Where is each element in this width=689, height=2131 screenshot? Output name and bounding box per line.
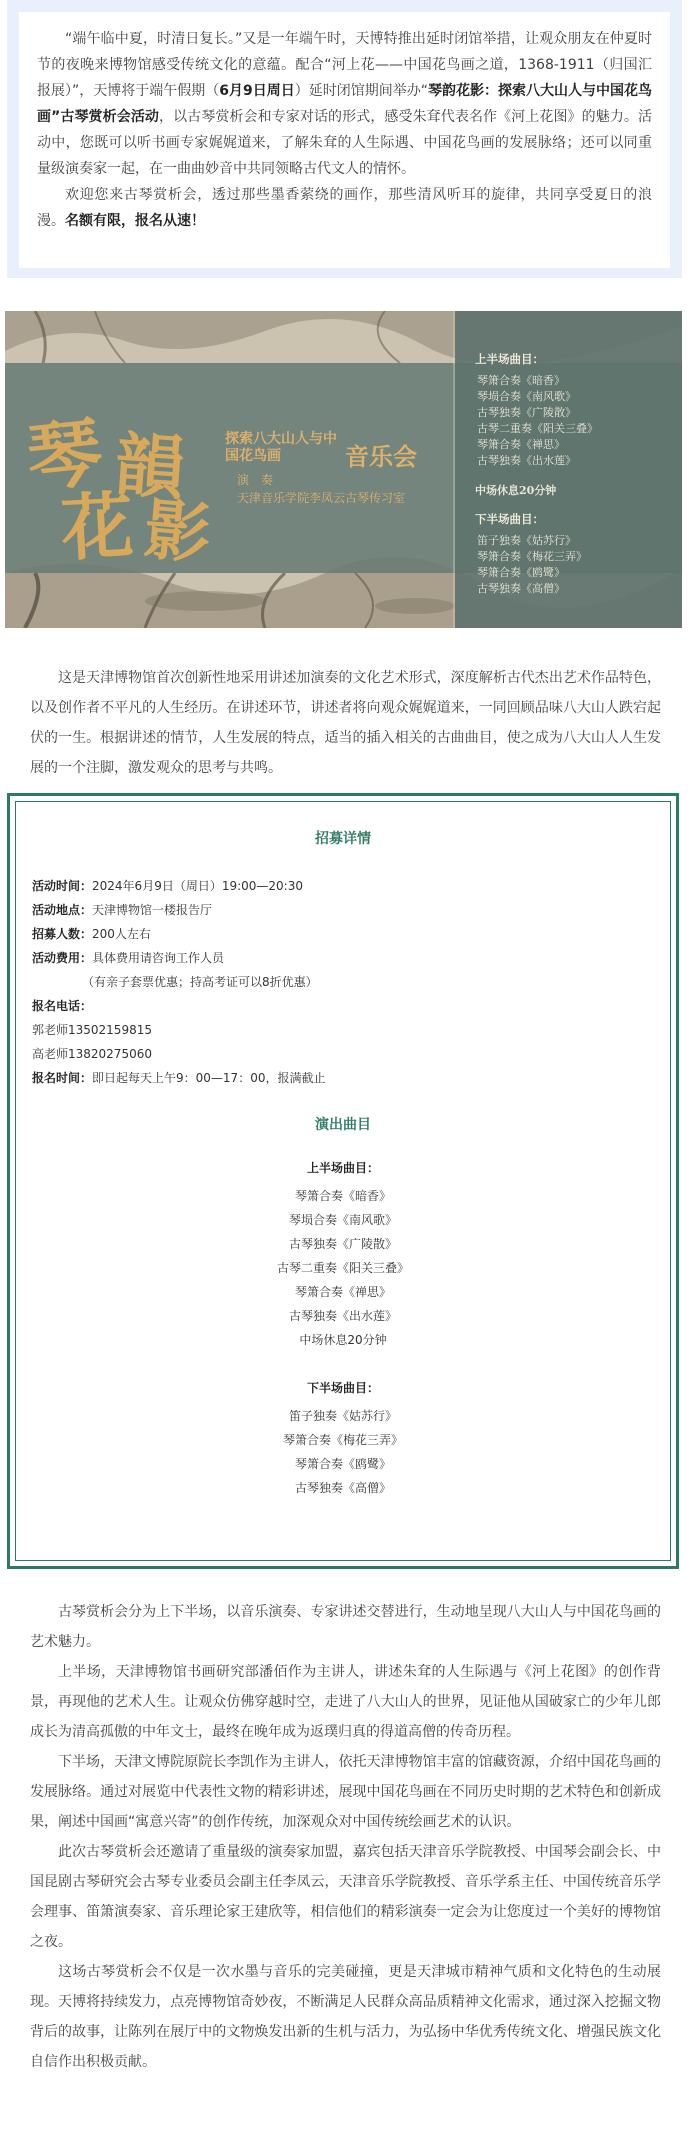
recruitment-title: 招募详情 [315, 831, 371, 847]
poster-subtitle-large: 音乐会 [345, 442, 417, 471]
calligraphy-char: 琴 [23, 409, 106, 503]
phone-contact: 郭老师13502159815 [32, 1023, 152, 1037]
program-item: 琴箫合奏《禅思》 [294, 1285, 391, 1299]
closing-paragraph: 上半场，天津博物馆书画研究部潘佰作为主讲人，讲述朱耷的人生际遇与《河上花图》的创作背景，再现他的艺术人生。让观众仿佛穿越时空，走进了八大山人的世界，见证他从国破家亡的少年儿郎成长为清高孤傲的中年文士，最终在晚年成为返璞归真的得道高僧的传奇历程。 [30, 1664, 661, 1740]
program-item: 琴箫合奏《梅花三弄》 [477, 550, 587, 563]
intermission-note: 中场休息20分钟 [299, 1333, 387, 1347]
intro-content [19, 12, 670, 268]
recruitment-content [15, 801, 671, 1561]
event-capacity: 招募人数：200人左右 [32, 927, 151, 941]
second-half-title: 下半场曲目： [475, 512, 544, 526]
recruitment-box [7, 793, 679, 1569]
signup-time: 报名时间：即日起每天上午9：00—17：00，报满截止 [32, 1071, 326, 1085]
intro-paragraph: 欢迎您来古琴赏析会，透过那些墨香萦绕的画作，那些清风听耳的旋律，共同享受夏日的浪漫。名额有限，报名从速！ [37, 187, 652, 229]
signup-phone-label: 报名电话： [32, 999, 93, 1013]
program-item: 琴箫合奏《暗香》 [294, 1189, 391, 1203]
calligraphy-char: 花 [59, 482, 136, 571]
program-item: 古琴独奏《广陵散》 [288, 1237, 397, 1251]
performer-name: 天津音乐学院李凤云古琴传习室 [237, 491, 406, 505]
panel-divider [453, 311, 455, 628]
event-time: 活动时间：2024年6月9日（周日）19:00—20:30 [32, 879, 303, 893]
program-title: 演出曲目 [315, 1117, 371, 1133]
description-paragraph: 这是天津博物馆首次创新性地采用讲述加演奏的文化艺术形式，深度解析古代杰出艺术作品特色，以及创作者不平凡的人生经历。在讲述环节，讲述者将向观众娓娓道来，一同回顾品味八大山人跌宕起伏的一生。根据讲述的情节，人生发展的特点，适当的插入相关的古曲曲目，使之成为八大山人人生发展的一个注脚，激发观众的思考与共鸣。 [30, 670, 661, 776]
calligraphy-char: 影 [141, 490, 214, 574]
event-info [32, 874, 654, 1090]
event-place: 活动地点：天津博物馆一楼报告厅 [32, 903, 213, 917]
first-half-title: 上半场曲目： [475, 352, 544, 366]
program-item: 琴箫合奏《鸥鹭》 [477, 566, 565, 579]
program-section [32, 1114, 654, 1500]
closing-paragraph: 古琴赏析会分为上下半场，以音乐演奏、专家讲述交替进行，生动地呈现八大山人与中国花鸟画的艺术魅力。 [30, 1604, 661, 1650]
closing-section [0, 1597, 689, 2077]
program-item: 古琴独奏《高僧》 [294, 1481, 391, 1495]
program-item: 古琴独奏《出水莲》 [477, 454, 576, 467]
program-item: 古琴二重奏《阳关三叠》 [276, 1261, 409, 1275]
phone-contact: 高老师13820275060 [32, 1047, 152, 1061]
program-item: 笛子独奏《姑苏行》 [288, 1409, 397, 1423]
program-item: 古琴二重奏《阳关三叠》 [477, 422, 598, 435]
closing-paragraph: 此次古琴赏析会还邀请了重量级的演奏家加盟，嘉宾包括天津音乐学院教授、中国琴会副会长、中国昆剧古琴研究会古琴专业委员会副主任李凤云，天津音乐学院教授、音乐学系主任、中国传统音乐学会理事、笛箫演奏家、音乐理论家王建欣等，相信他们的精彩演奏一定会为让您度过一个美好的博物馆之夜。 [30, 1844, 661, 1950]
first-half-heading: 上半场曲目： [306, 1161, 379, 1175]
closing-paragraph: 下半场，天津文博院原院长李凯作为主讲人，依托天津博物馆丰富的馆藏资源，介绍中国花鸟画的发展脉络。通过对展览中代表性文物的精彩讲述，展现中国花鸟画在不同历史时期的艺术特色和创新成果，阐述中国画“寓意兴寄”的创作传统，加深观众对中国传统绘画艺术的认识。 [30, 1754, 661, 1830]
calligraphy-char: 韻 [111, 422, 188, 511]
program-item: 琴埙合奏《南风歌》 [288, 1213, 397, 1227]
program-item: 古琴独奏《广陵散》 [477, 406, 576, 419]
program-item: 琴箫合奏《禅思》 [477, 438, 565, 451]
closing-paragraph: 这场古琴赏析会不仅是一次水墨与音乐的完美碰撞，更是天津城市精神气质和文化特色的生动展现。天博将持续发力，点亮博物馆奇妙夜，不断满足人民群众高品质精神文化需求，通过深入挖掘文物背后的故事，让陈列在展厅中的文物焕发出新的生机与活力，为弘扬中华优秀传统文化、增强民族文化自信作出积极贡献。 [30, 1964, 661, 2070]
event-fee: 活动费用：具体费用请咨询工作人员 [32, 951, 225, 965]
fee-note: （有亲子套票优惠；持高考证可以8折优惠） [82, 975, 318, 989]
poster-program-list [475, 351, 675, 597]
intro-box [7, 0, 682, 278]
program-item: 琴箫合奏《梅花三弄》 [282, 1433, 403, 1447]
program-item: 琴埙合奏《南风歌》 [477, 390, 576, 403]
event-poster [5, 311, 682, 628]
poster-subtitle: 探索八大山人与中国花鸟画 [225, 431, 337, 464]
program-item: 古琴独奏《出水莲》 [288, 1309, 397, 1323]
program-list [32, 1156, 654, 1500]
program-item: 琴箫合奏《鸥鹭》 [294, 1457, 391, 1471]
second-half-heading: 下半场曲目： [306, 1381, 379, 1395]
program-item: 古琴独奏《高僧》 [477, 582, 565, 595]
program-item: 琴箫合奏《暗香》 [477, 374, 565, 387]
program-item: 笛子独奏《姑苏行》 [477, 534, 576, 547]
intermission-note: 中场休息20分钟 [475, 484, 557, 497]
intro-paragraph: “端午临中夏，时清日复长。”又是一年端午时，天博特推出延时闭馆举措，让观众朋友在仲夏时节的夜晚来博物馆感受传统文化的意蕴。配合“河上花——中国花鸟画之道，1368-1911（归国汇报展）”，天博将于端午假期（6月9日周日）延时闭馆期间举办“琴韵花影：探索八大山人与中国花鸟画”古琴赏析会活动，以古琴赏析会和专家对话的形式，感受朱耷代表名作《河上花图》的魅力。活动中，您既可以听书画专家娓娓道来，了解朱耷的人生际遇、中国花鸟画的发展脉络；还可以同重量级演奏家一起，在一曲曲妙音中共同领略古代文人的情怀。 [37, 31, 653, 177]
performer-label: 演 奏 [237, 473, 274, 487]
